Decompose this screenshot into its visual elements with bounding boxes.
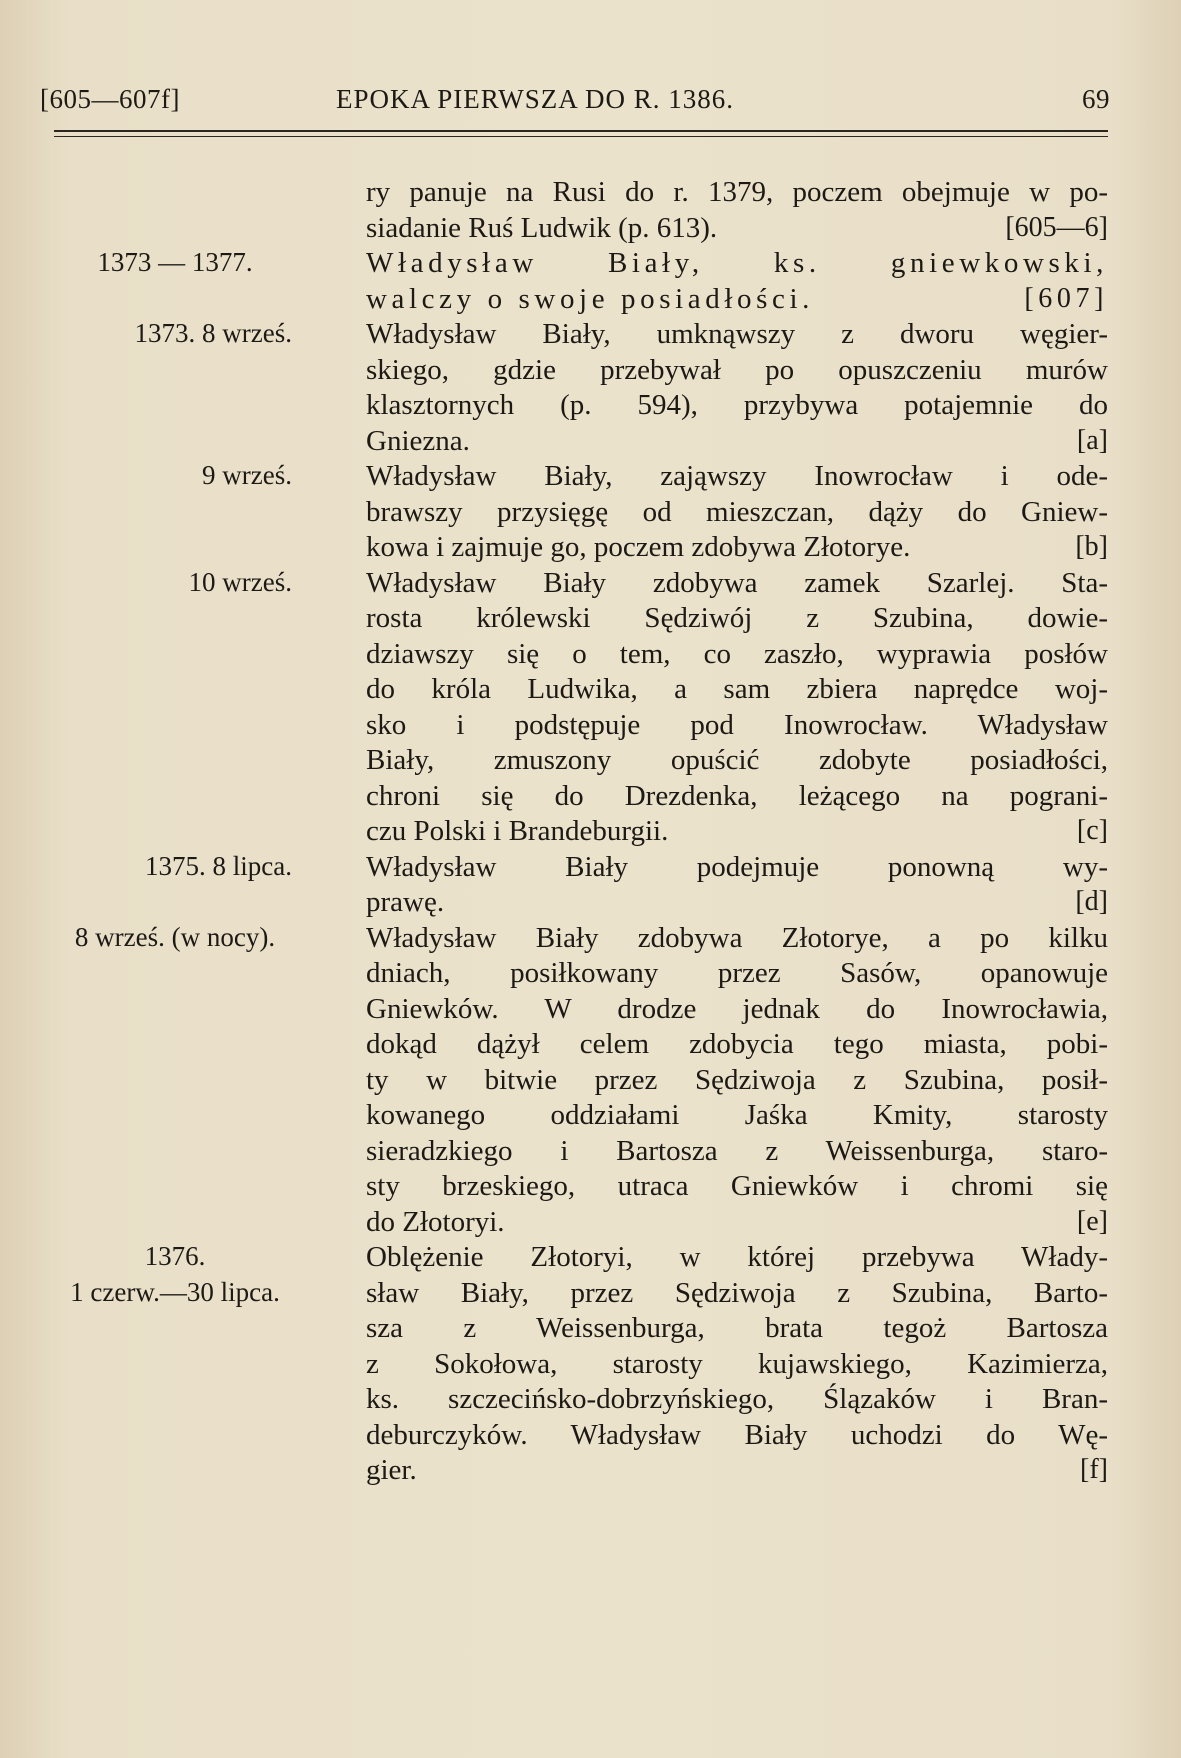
entry-text [366, 1277, 1108, 1310]
entry-text-content: ry panuje na Rusi do r. 1379, poczem obejmuje w po- [366, 176, 1108, 208]
chronicle-line [0, 886, 1181, 922]
margin-date: 8 wrześ. (w nocy). [74, 921, 276, 952]
chronicle-line [0, 1383, 1181, 1419]
entry-text [366, 389, 1108, 422]
entry-text-content: Władysław Biały podejmuje ponowną wy- [366, 850, 1108, 883]
chronicle-line [0, 531, 1181, 567]
chronicle-line [0, 922, 1181, 958]
chronicle-line [0, 1099, 1181, 1135]
chronicle-line [0, 425, 1181, 461]
chronicle-line [0, 176, 1181, 212]
chronicle-line [0, 460, 1181, 496]
entry-text [366, 709, 1108, 742]
entry-text-content: walczy o swoje posiadłości. [366, 282, 814, 315]
entry-text-content: klasztornych (p. 594), przybywa potajemnie do [366, 389, 1108, 421]
entry-text [366, 815, 1108, 848]
entry-text-content: sław Biały, przez Sędziwoja z Szubina, Barto- [366, 1276, 1108, 1309]
entry-text [366, 567, 1108, 600]
entry-text [366, 851, 1108, 884]
entry-text-content: dokąd dążył celem zdobycia tego miasta, pobi- [366, 1028, 1108, 1060]
entry-text-content: deburczyków. Władysław Biały uchodzi do Wę- [366, 1418, 1108, 1451]
chronicle-line [0, 957, 1181, 993]
chronicle-line [0, 354, 1181, 390]
entry-text [366, 176, 1108, 209]
entry-text [366, 496, 1108, 529]
entry-text-content: prawę. [366, 886, 445, 918]
margin-date: 1373. 8 wrześ. [134, 318, 292, 348]
entry-text [366, 673, 1108, 706]
chronicle-line [0, 1135, 1181, 1171]
entry-text [366, 425, 1108, 458]
entry-text-content: Władysław Biały zdobywa zamek Szarlej. Sta- [366, 566, 1108, 599]
margin-date: 10 wrześ. [188, 566, 292, 597]
entry-text [366, 1383, 1108, 1416]
entry-text-content: dniach, posiłkowany przez Sasów, opanowuje [366, 957, 1108, 989]
chronicle-line [0, 1348, 1181, 1384]
chronicle-line [0, 1312, 1181, 1348]
entry-text-content: Władysław Biały, zająwszy Inowrocław i ode- [366, 460, 1108, 492]
entry-text-content: chroni się do Drezdenka, leżącego na pograni- [366, 779, 1108, 812]
chronicle-line [0, 780, 1181, 816]
header-rule-thin [54, 136, 1108, 137]
entry-text [366, 1099, 1108, 1132]
chronicle-line [0, 1206, 1181, 1242]
chronicle-line [0, 212, 1181, 248]
entry-text-content: ty w bitwie przez Sędziwoja z Szubina, posił- [366, 1063, 1108, 1096]
entry-text [366, 283, 1108, 316]
chronicle-line [0, 673, 1181, 709]
entry-text [366, 993, 1108, 1026]
entry-text [366, 638, 1108, 671]
header-rule-thick [54, 130, 1108, 132]
chronicle-line [0, 993, 1181, 1029]
chronicle-body [0, 176, 1181, 1490]
chronicle-line [0, 744, 1181, 780]
entry-text [366, 780, 1108, 813]
chronicle-line [0, 1419, 1181, 1455]
footnote-reference: [f] [1080, 1454, 1108, 1485]
chronicle-line [0, 283, 1181, 319]
entry-text [366, 1028, 1108, 1061]
entry-text-content: gier. [366, 1454, 417, 1486]
chronicle-line [0, 1170, 1181, 1206]
entry-text [366, 744, 1108, 777]
chronicle-line [0, 1064, 1181, 1100]
entry-text [366, 212, 1108, 245]
entry-text [366, 1206, 1108, 1239]
entry-text [366, 1454, 1108, 1487]
entry-text-content: z Sokołowa, starosty kujawskiego, Kazimierza, [366, 1347, 1108, 1380]
entry-text-content: Biały, zmuszony opuścić zdobyte posiadłości, [366, 744, 1108, 776]
margin-date: 1373 — 1377. [97, 247, 253, 277]
chronicle-line [0, 709, 1181, 745]
entry-text [366, 1170, 1108, 1203]
chronicle-line [0, 815, 1181, 851]
chronicle-line [0, 1028, 1181, 1064]
chronicle-line [0, 602, 1181, 638]
entry-text-content: kowanego oddziałami Jaśka Kmity, starosty [366, 1099, 1108, 1131]
entry-text [366, 1348, 1108, 1381]
entry-text-content: sieradzkiego i Bartosza z Weissenburga, staro- [366, 1134, 1108, 1167]
entry-text [366, 1064, 1108, 1097]
entry-text-content: siadanie Ruś Ludwik (p. 613). [366, 211, 718, 244]
footnote-reference: [c] [1076, 815, 1108, 846]
chronicle-line [0, 851, 1181, 887]
entry-text [366, 1419, 1108, 1452]
chronicle-line [0, 496, 1181, 532]
entry-text-content: do Złotoryi. [366, 1205, 505, 1238]
entry-text-content: do króla Ludwika, a sam zbiera naprędce woj- [366, 673, 1108, 705]
entry-text [366, 922, 1108, 955]
entry-text [366, 886, 1108, 919]
entry-text [366, 318, 1108, 351]
footnote-reference: [e] [1076, 1205, 1108, 1237]
chronicle-line [0, 1277, 1181, 1313]
entry-text-content: sko i podstępuje pod Inowrocław. Władysław [366, 708, 1108, 741]
page-header [40, 84, 1110, 124]
entry-text-content: kowa i zajmuje go, poczem zdobywa Złotorye. [366, 531, 911, 563]
section-range: [605—607f] [40, 84, 180, 114]
entry-text [366, 1135, 1108, 1168]
entry-text-content: czu Polski i Brandeburgii. [366, 815, 669, 847]
entry-text-content: sza z Weissenburga, brata tegoż Bartosza [366, 1312, 1108, 1344]
entry-text-content: Władysław Biały, ks. gniewkowski, [366, 247, 1108, 279]
chronicle-line [0, 1454, 1181, 1490]
margin-date: 1 czerw.—30 lipca. [70, 1276, 280, 1307]
entry-text-content: skiego, gdzie przebywał po opuszczeniu murów [366, 353, 1108, 386]
margin-date: 1376. [144, 1241, 206, 1271]
chronicle-line [0, 318, 1181, 354]
entry-text [366, 957, 1108, 990]
footnote-reference: [607] [1024, 282, 1108, 314]
chronicle-line [0, 638, 1181, 674]
margin-date: 9 wrześ. [202, 460, 292, 490]
entry-text-content: ks. szczecińsko-dobrzyńskiego, Ślązaków i Bran- [366, 1383, 1108, 1415]
entry-text-content: Gniewków. W drodze jednak do Inowrocławia, [366, 992, 1108, 1025]
entry-text [366, 247, 1108, 280]
chronicle-line [0, 567, 1181, 603]
entry-text-content: Oblężenie Złotoryi, w której przebywa Włady- [366, 1241, 1108, 1273]
page-number: 69 [1082, 84, 1110, 114]
margin-date: 1375. 8 lipca. [145, 850, 292, 881]
entry-text-content: Władysław Biały, umknąwszy z dworu węgier- [366, 318, 1108, 350]
running-title: EPOKA PIERWSZA DO R. 1386. [336, 84, 735, 114]
footnote-reference: [b] [1075, 531, 1108, 562]
chronicle-line [0, 247, 1181, 283]
entry-text [366, 460, 1108, 493]
entry-text-content: sty brzeskiego, utraca Gniewków i chromi się [366, 1170, 1108, 1202]
entry-text [366, 1312, 1108, 1345]
entry-text-content: Gniezna. [366, 424, 470, 457]
entry-text [366, 531, 1108, 564]
entry-text [366, 602, 1108, 635]
footnote-reference: [d] [1075, 886, 1108, 917]
entry-text [366, 354, 1108, 387]
footnote-reference: [a] [1076, 424, 1108, 456]
entry-text [366, 1241, 1108, 1274]
footnote-reference: [605—6] [1005, 211, 1108, 243]
entry-text-content: rosta królewski Sędziwój z Szubina, dowie- [366, 602, 1108, 634]
entry-text-content: dziawszy się o tem, co zaszło, wyprawia posłów [366, 637, 1108, 670]
chronicle-line [0, 389, 1181, 425]
entry-text-content: Władysław Biały zdobywa Złotorye, a po kilku [366, 921, 1108, 954]
entry-text-content: brawszy przysięgę od mieszczan, dąży do Gniew- [366, 495, 1108, 528]
chronicle-line [0, 1241, 1181, 1277]
